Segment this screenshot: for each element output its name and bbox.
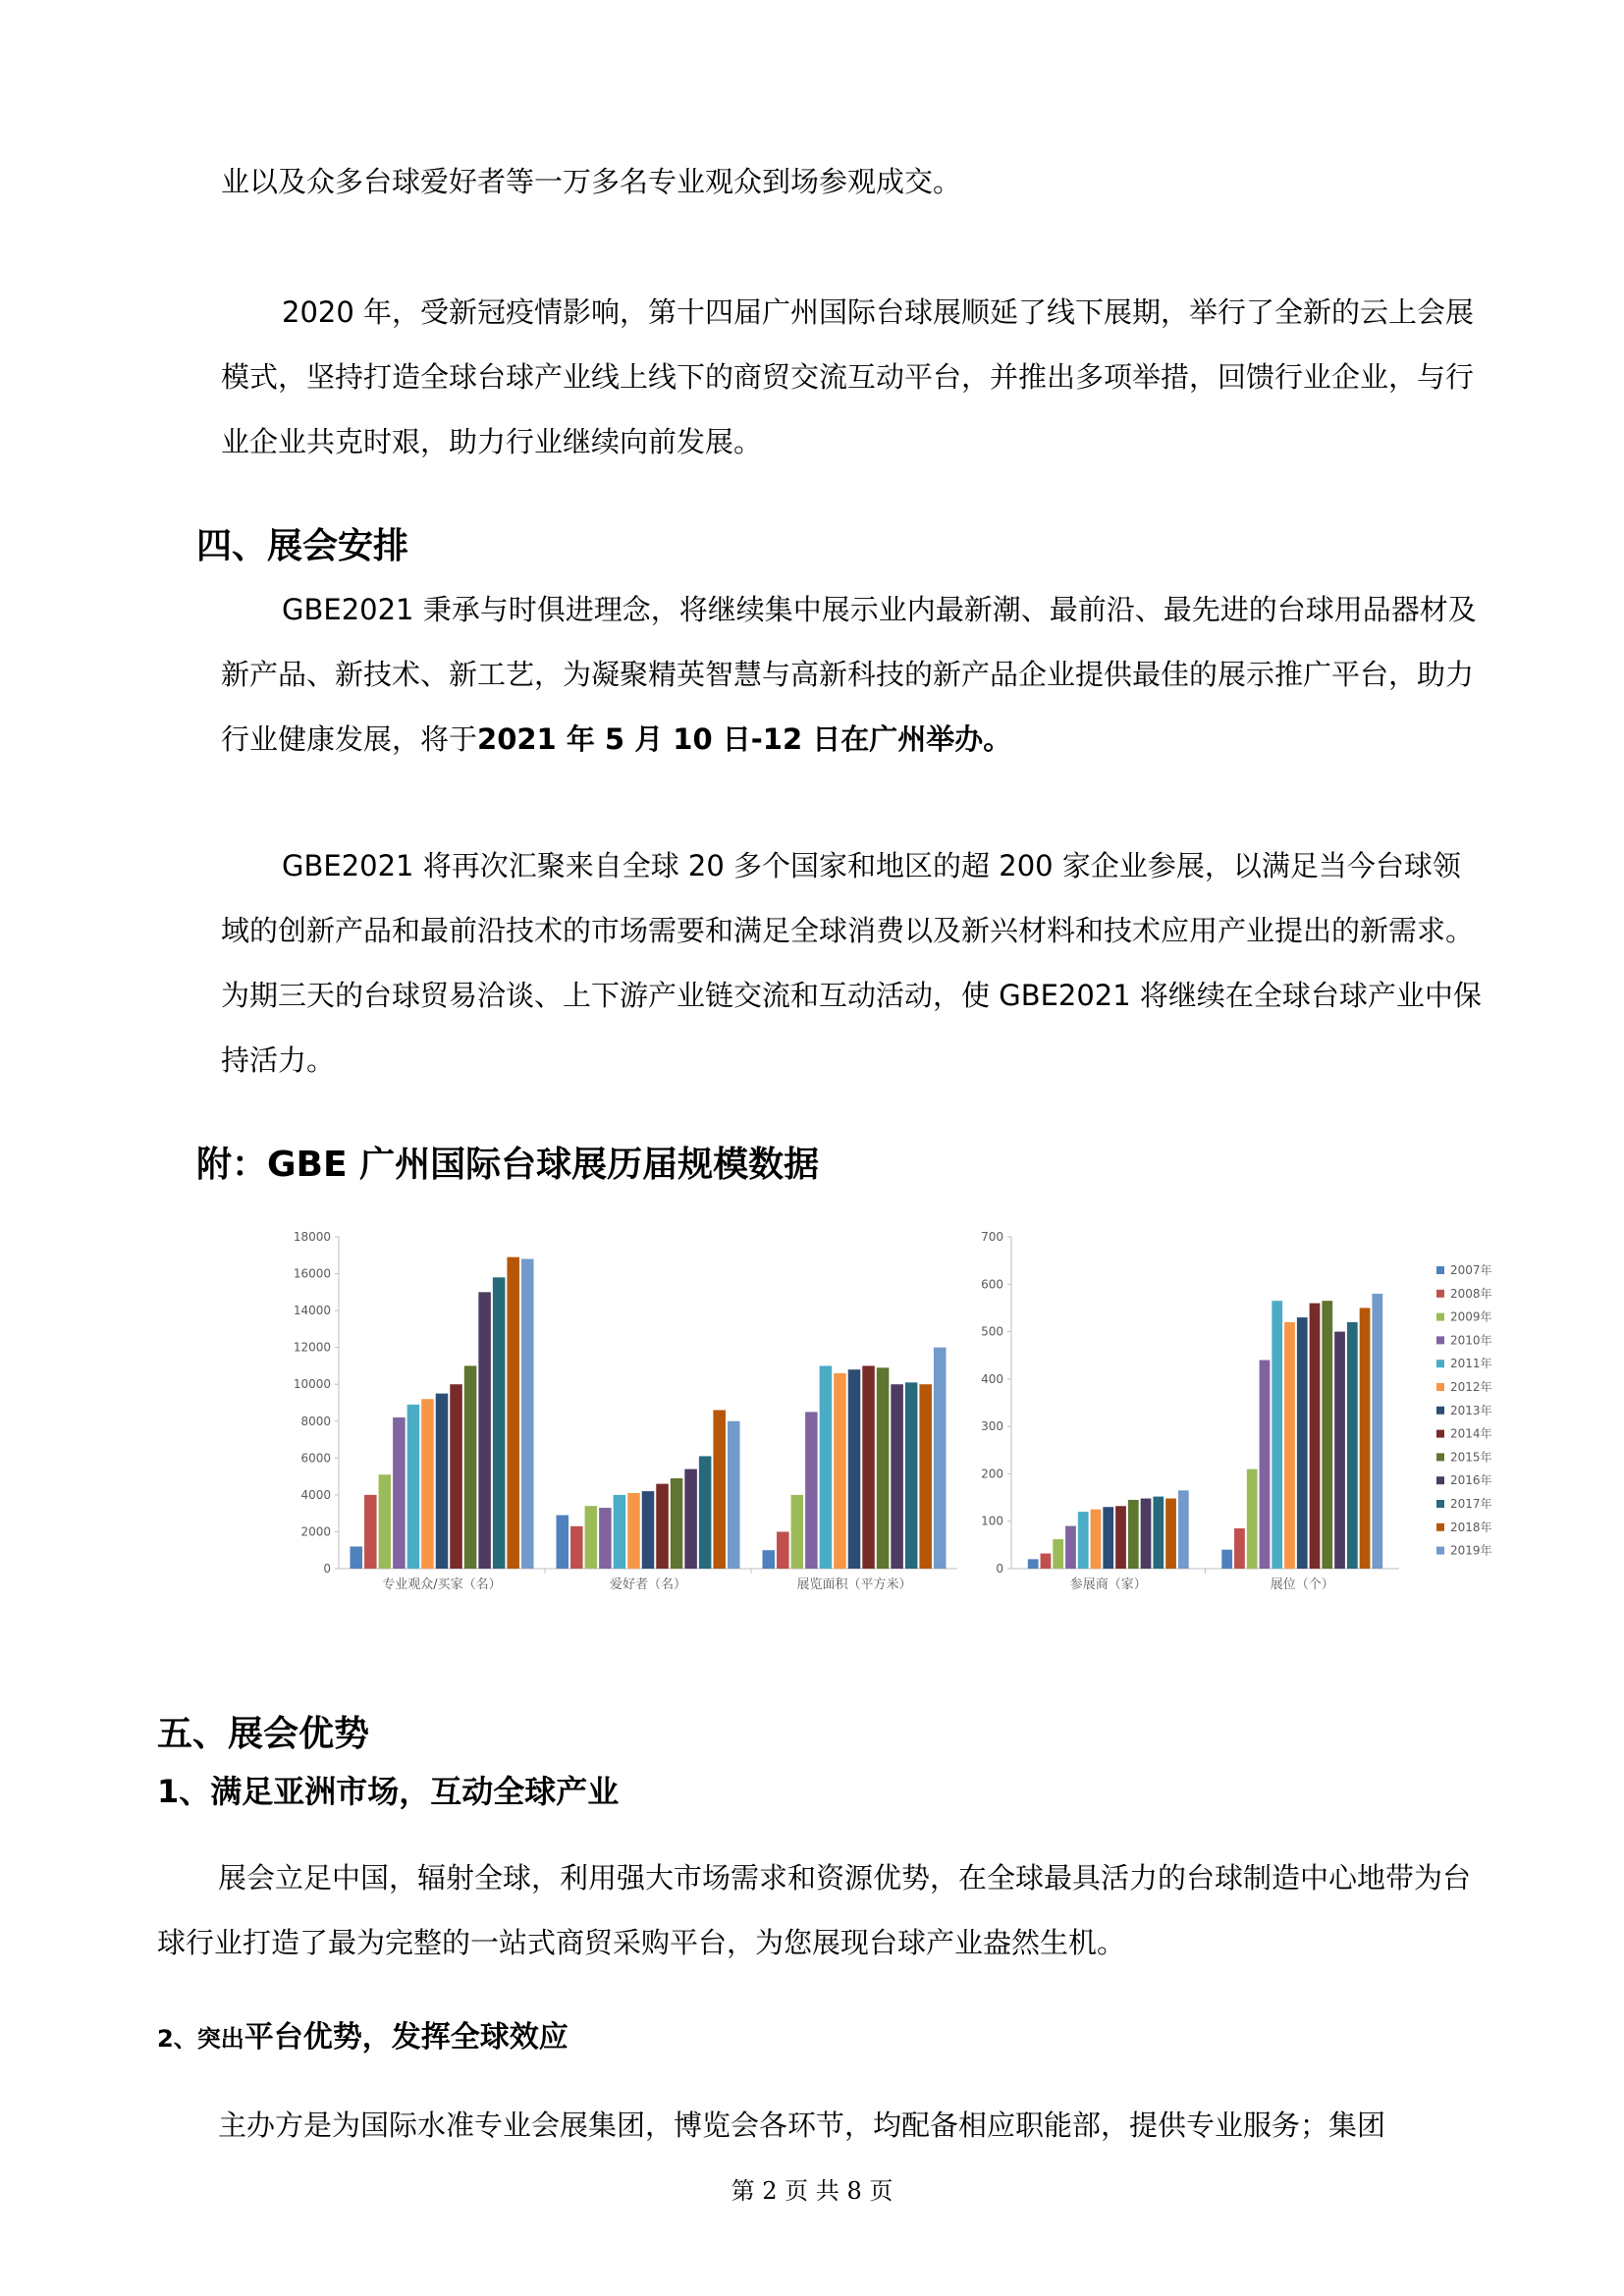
legend-swatch xyxy=(1436,1383,1444,1391)
section-heading-arrangement: 四、展会安排 xyxy=(196,526,409,566)
bar-2010年-1 xyxy=(599,1508,612,1569)
bar-2008年-0 xyxy=(1041,1554,1052,1569)
bar-2018年-1 xyxy=(1360,1308,1371,1569)
bar-2014年-0 xyxy=(1115,1506,1126,1569)
bar-2008年-0 xyxy=(364,1495,377,1569)
y-tick-label: 300 xyxy=(981,1419,1003,1434)
legend-swatch xyxy=(1436,1430,1444,1438)
x-category-label: 爱好者（名） xyxy=(609,1577,687,1592)
bar-2009年-1 xyxy=(585,1506,598,1569)
bar-2019年-1 xyxy=(728,1421,740,1569)
chart-visitors-area xyxy=(280,1215,967,1603)
bar-2010年-0 xyxy=(393,1417,406,1569)
bar-2013年-2 xyxy=(848,1369,861,1569)
legend-label: 2007年 xyxy=(1450,1263,1492,1277)
paragraph-intro-end: 业以及众多台球爱好者等一万多名专业观众到场参观成交。 xyxy=(221,165,962,198)
legend-label: 2016年 xyxy=(1450,1473,1492,1488)
bar-2017年-2 xyxy=(905,1382,918,1569)
bar-2009年-0 xyxy=(1053,1539,1063,1569)
bar-2007年-1 xyxy=(1221,1550,1232,1569)
subheading-global-effect: 全球效 xyxy=(450,2020,539,2055)
bar-2015年-0 xyxy=(464,1365,477,1569)
bar-2008年-1 xyxy=(570,1526,583,1569)
paragraph-asia-market: 展会立足中国，辐射全球，利用强大市场需求和资源优势，在全球最具活力的台球制造中心地带为台球行业打造了最为完整的一站式商贸采购平台，为您展现台球产业盎然生机。 xyxy=(157,1861,1472,1959)
bar-2007年-1 xyxy=(557,1516,569,1569)
subheading-platform-number: 2、突出 xyxy=(157,2025,244,2053)
bar-2019年-0 xyxy=(1178,1490,1189,1569)
bar-2011年-1 xyxy=(1272,1301,1282,1569)
bar-2010年-1 xyxy=(1260,1361,1271,1569)
bar-2012年-1 xyxy=(627,1493,640,1569)
legend-label: 2015年 xyxy=(1450,1450,1492,1465)
bar-2015年-2 xyxy=(877,1367,890,1569)
legend-label: 2010年 xyxy=(1450,1333,1492,1348)
bar-2017年-0 xyxy=(493,1277,506,1569)
bar-2012年-0 xyxy=(421,1399,434,1569)
bar-2010年-0 xyxy=(1065,1526,1076,1569)
legend-swatch xyxy=(1436,1313,1444,1321)
x-category-label: 参展商（家） xyxy=(1069,1577,1147,1592)
bar-2009年-0 xyxy=(379,1474,392,1569)
bar-2009年-2 xyxy=(791,1495,804,1569)
legend-label: 2017年 xyxy=(1450,1497,1492,1511)
appendix-title: 附：GBE 广州国际台球展历届规模数据 xyxy=(196,1145,820,1185)
x-category-label: 展览面积（平方米） xyxy=(796,1577,912,1592)
legend-label: 2013年 xyxy=(1450,1403,1492,1417)
bar-2014年-1 xyxy=(1310,1304,1321,1569)
legend-swatch xyxy=(1436,1523,1444,1531)
bar-2013年-0 xyxy=(436,1394,449,1569)
paragraph-gbe2021-scope: GBE2021 将再次汇聚来自全球 20 多个国家和地区的超 200 家企业参展，以满足当今台球领域的创新产品和最前沿技术的市场需要和满足全球消费以及新兴材料和技术应用产业提出的新需求。为期三天的台球贸易洽谈、上下游产业链交流和互动活动，使 GBE2021 将继续在全球台球产业中保持活力。 xyxy=(221,849,1482,1077)
legend-label: 2018年 xyxy=(1450,1520,1492,1534)
bar-2008年-2 xyxy=(777,1531,789,1569)
y-tick-label: 100 xyxy=(981,1514,1003,1528)
legend-label: 2009年 xyxy=(1450,1309,1492,1324)
y-tick-label: 10000 xyxy=(293,1377,331,1392)
y-tick-label: 0 xyxy=(996,1562,1003,1575)
subheading-platform-word: 平台 xyxy=(244,2020,303,2055)
bar-2018年-2 xyxy=(919,1384,932,1569)
y-tick-label: 16000 xyxy=(293,1266,331,1281)
bar-2018年-0 xyxy=(1165,1499,1176,1569)
bar-2015年-1 xyxy=(671,1478,683,1569)
subheading-effect-end: 应 xyxy=(538,2020,568,2055)
bar-2013年-0 xyxy=(1103,1507,1113,1569)
y-tick-label: 400 xyxy=(981,1371,1003,1386)
y-tick-label: 14000 xyxy=(293,1304,331,1318)
subheading-advantage-word: 优势， xyxy=(302,2020,392,2055)
bar-2014年-0 xyxy=(450,1384,462,1569)
subheading-platform-advantage xyxy=(157,2012,568,2056)
bar-2018年-1 xyxy=(713,1411,726,1569)
bar-2011年-1 xyxy=(614,1495,626,1569)
exhibition-date: 2021 年 5 月 10 日-12 日在广州举办。 xyxy=(477,722,1012,756)
y-tick-label: 2000 xyxy=(300,1524,331,1539)
chart-exhibitors-booths xyxy=(967,1215,1502,1603)
y-tick-label: 12000 xyxy=(293,1340,331,1355)
bar-2017年-1 xyxy=(1347,1322,1358,1569)
y-tick-label: 4000 xyxy=(300,1487,331,1502)
legend-label: 2014年 xyxy=(1450,1426,1492,1441)
bar-2014年-2 xyxy=(862,1365,875,1569)
bar-2008年-1 xyxy=(1234,1528,1245,1569)
subheading-asia-market: 1、满足亚洲市场，互动全球产业 xyxy=(157,1773,620,1810)
paragraph-organizer: 主办方是为国际水准专业会展集团，博览会各环节，均配备相应职能部，提供专业服务；集团 xyxy=(218,2109,1386,2142)
legend-swatch xyxy=(1436,1266,1444,1274)
bar-2012年-2 xyxy=(834,1373,846,1569)
bar-2013年-1 xyxy=(642,1491,655,1569)
legend-swatch xyxy=(1436,1453,1444,1461)
bar-2017年-1 xyxy=(699,1456,712,1569)
y-tick-label: 0 xyxy=(323,1562,331,1575)
legend-label: 2008年 xyxy=(1450,1286,1492,1301)
bar-2015年-0 xyxy=(1128,1500,1139,1569)
x-category-label: 专业观众/买家（名） xyxy=(382,1577,502,1592)
bar-2007年-2 xyxy=(763,1550,776,1569)
y-tick-label: 6000 xyxy=(300,1451,331,1466)
bar-2016年-1 xyxy=(1334,1332,1345,1569)
bar-2019年-0 xyxy=(521,1259,534,1569)
bar-2011年-0 xyxy=(1078,1512,1089,1569)
paragraph-2020: 2020 年，受新冠疫情影响，第十四届广州国际台球展顺延了线下展期，举行了全新的云上会展模式，坚持打造全球台球产业线上线下的商贸交流互动平台，并推出多项举措，回馈行业企业，与行业企业共克时艰，助力行业继续向前发展。 xyxy=(221,295,1475,458)
legend-swatch xyxy=(1436,1500,1444,1508)
y-tick-label: 200 xyxy=(981,1467,1003,1481)
section-heading-advantages: 五、展会优势 xyxy=(157,1714,370,1754)
bar-2016年-0 xyxy=(1141,1499,1152,1569)
legend-label: 2019年 xyxy=(1450,1543,1492,1558)
y-tick-label: 18000 xyxy=(293,1230,331,1244)
bar-2016年-2 xyxy=(891,1384,903,1569)
legend-swatch xyxy=(1436,1476,1444,1484)
bar-2007年-0 xyxy=(351,1546,363,1569)
y-tick-label: 500 xyxy=(981,1324,1003,1339)
bar-2014年-1 xyxy=(656,1484,669,1569)
bar-2019年-2 xyxy=(934,1348,947,1569)
paragraph-gbe2021-plan-text: GBE2021 秉承与时俱进理念，将继续集中展示业内最新潮、最前沿、最先进的台球用品器材及新产品、新技术、新工艺，为凝聚精英智慧与高新科技的新产品企业提供最佳的展示推广平台，助力行业健康发展，将于 xyxy=(221,593,1477,756)
legend-swatch xyxy=(1436,1407,1444,1415)
y-tick-label: 8000 xyxy=(300,1414,331,1428)
subheading-play-word: 发挥 xyxy=(391,2020,451,2055)
y-tick-label: 700 xyxy=(981,1230,1003,1244)
x-category-label: 展位（个） xyxy=(1270,1577,1334,1592)
bar-2010年-2 xyxy=(805,1412,818,1569)
bar-2015年-1 xyxy=(1322,1301,1332,1569)
bar-2012年-1 xyxy=(1284,1322,1295,1569)
bar-2009年-1 xyxy=(1247,1469,1258,1569)
legend-label: 2011年 xyxy=(1450,1357,1492,1371)
bar-2011年-0 xyxy=(407,1405,420,1569)
bar-2017年-0 xyxy=(1153,1497,1164,1569)
legend-label: 2012年 xyxy=(1450,1380,1492,1394)
bar-2016年-1 xyxy=(684,1469,697,1569)
legend-swatch xyxy=(1436,1360,1444,1367)
legend-swatch xyxy=(1436,1336,1444,1344)
y-tick-label: 600 xyxy=(981,1277,1003,1292)
bar-2016年-0 xyxy=(478,1292,491,1569)
paragraph-gbe2021-plan xyxy=(221,577,1488,772)
bar-2018年-0 xyxy=(507,1257,519,1569)
page-footer: 第 2 页 共 8 页 xyxy=(731,2177,893,2205)
legend-swatch xyxy=(1436,1290,1444,1298)
bar-2012年-0 xyxy=(1091,1510,1102,1569)
legend-swatch xyxy=(1436,1547,1444,1555)
bar-2019年-1 xyxy=(1372,1294,1382,1569)
bar-2007年-0 xyxy=(1028,1559,1039,1569)
bar-2011年-2 xyxy=(820,1365,833,1569)
bar-2013年-1 xyxy=(1297,1317,1308,1569)
